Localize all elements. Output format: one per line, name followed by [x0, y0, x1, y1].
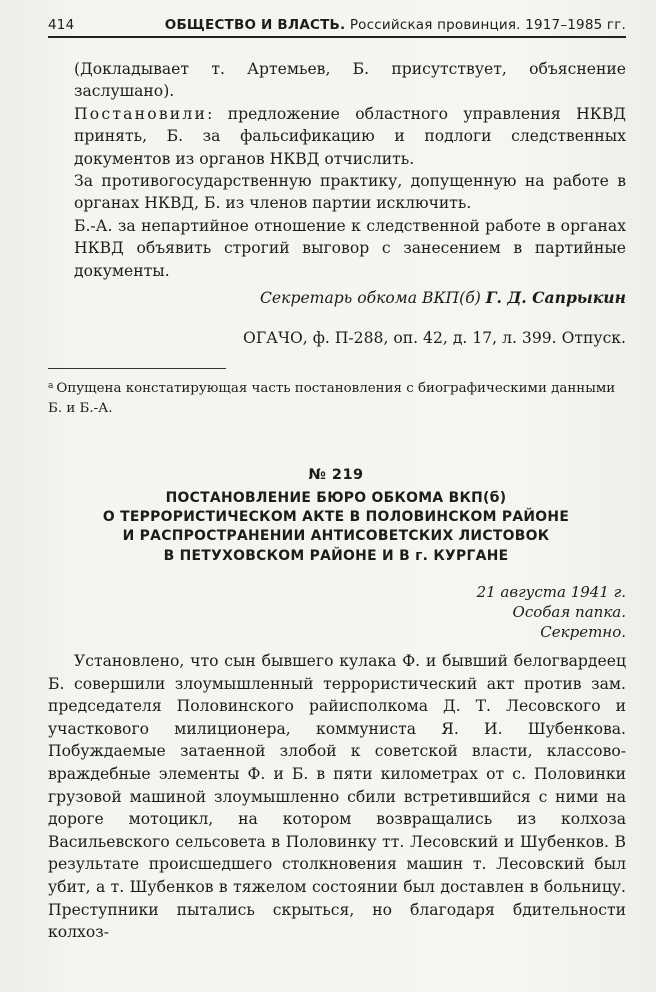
running-head: [48, 14, 626, 38]
running-title: [165, 17, 626, 33]
document-title-line: В ПЕТУХОВСКОМ РАЙОНЕ И В г. КУРГАНЕ: [163, 547, 509, 564]
running-title-bold: ОБЩЕСТВО И ВЛАСТЬ.: [164, 17, 346, 33]
document-classification: Секретно.: [540, 623, 626, 641]
document-date: 21 августа 1941 г.: [476, 583, 626, 601]
document-body: Установлено, что сын бывшего кулака Ф. и бывший белогвардеец Б. совершили злоумышленный террористический акт против зам. председателя Половинского райисполкома Д. Т. Лесовского и участкового милиционера, коммуниста Я. И. Шубенкова. Побуждаемые затаенной злобой к советской власти, классово-враждебные элементы Ф. и Б. в пяти километрах от с. Половинки грузовой машиной злоумышленно сбили встретившийся с ними на дороге мотоцикл, на котором возвращались из колхоза Васильевского сельсовета в Половинку тт. Лесовский и Шубенков. В результате происшедшего столкновения машин т. Лесовский был убит, а т. Шубенков в тяжелом состоянии был доставлен в больницу. Преступники пытались скрыться, но благодаря бдительности колхоз-: [48, 652, 626, 942]
document-title-line: И РАСПРОСТРАНЕНИИ АНТИСОВЕТСКИХ ЛИСТОВОК: [122, 528, 550, 545]
decision-reprimand: Б.-А. за непартийное отношение к следственной работе в органах НКВД объявить строгий выговор с занесением в партийные документы.: [74, 217, 626, 280]
signature: [260, 287, 626, 309]
resolved-text: : предложение областного управления НКВД принять, Б. за фальсификацию и подлоги следственных документов из органов НКВД отчислить.: [74, 105, 626, 168]
reporting-note: (Докладывает т. Артемьев, Б. присутствует, объяснение заслушано).: [74, 60, 626, 101]
document-title: [48, 489, 624, 566]
footnote-divider: [48, 368, 226, 369]
document-folder: Особая папка.: [512, 603, 626, 621]
document-title-line: ПОСТАНОВЛЕНИЕ БЮРО ОБКОМА ВКП(б): [165, 490, 507, 506]
archive-reference: ОГАЧО, ф. П-288, оп. 42, д. 17, л. 399. Отпуск.: [243, 329, 626, 347]
footnote-marker: а: [48, 381, 54, 391]
signature-name: Г. Д. Сапрыкин: [485, 288, 626, 307]
resolution-paragraph: [74, 103, 626, 170]
footnote-text: Опущена констатирующая часть постановления с биографическими данными Б. и Б.-А.: [48, 381, 616, 416]
decision-expulsion: За противогосударственную практику, допущенную на работе в органах НКВД, Б. из членов партии исключить.: [74, 172, 626, 213]
document-title-line: О ТЕРРОРИСТИЧЕСКОМ АКТЕ В ПОЛОВИНСКОМ РАЙОНЕ: [102, 509, 570, 526]
document-number: № 219: [308, 467, 364, 483]
footnote: [48, 377, 624, 418]
resolved-label: Постановили: [74, 105, 208, 123]
running-title-rest: Российская провинция. 1917–1985 гг.: [349, 17, 626, 33]
signature-role: Секретарь обкома ВКП(б): [260, 289, 481, 307]
page-number: 414: [48, 17, 75, 33]
